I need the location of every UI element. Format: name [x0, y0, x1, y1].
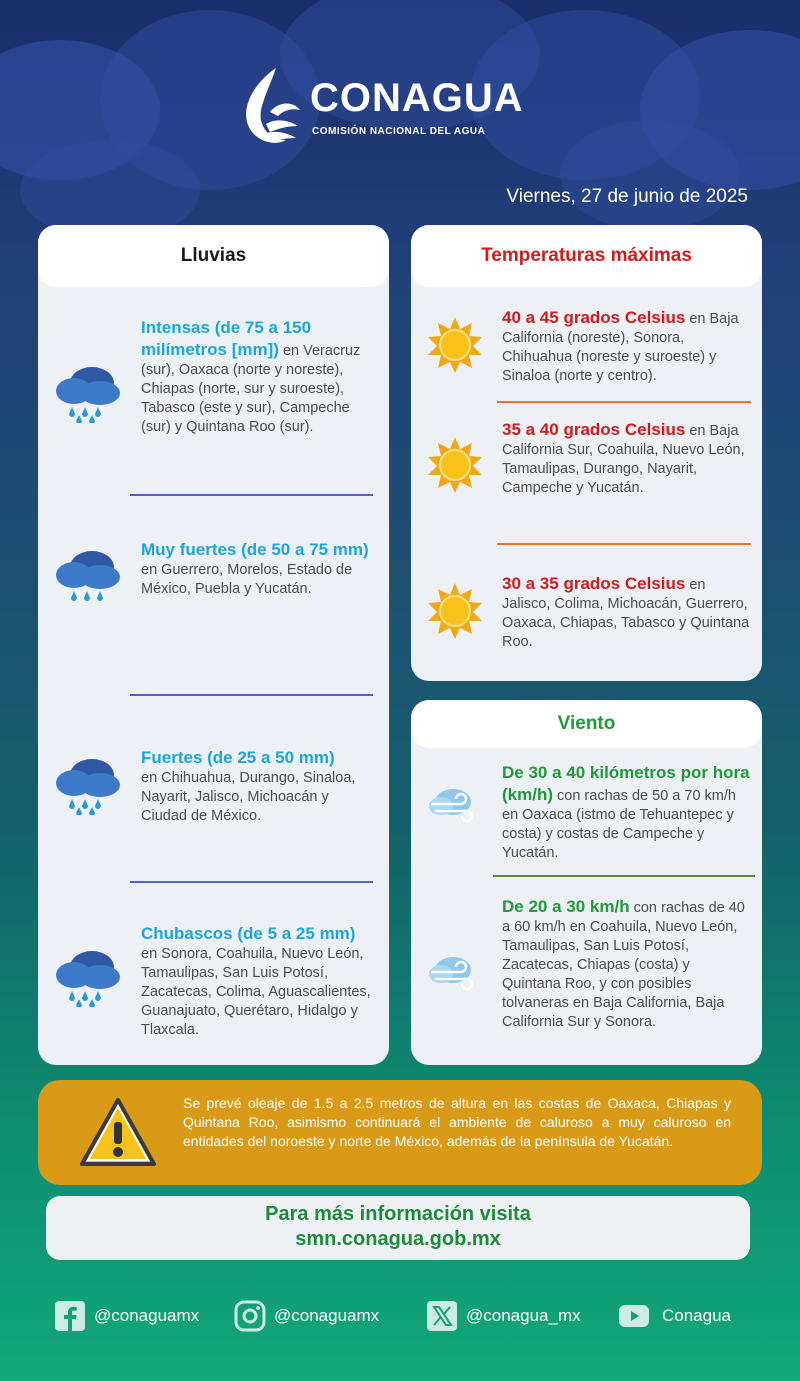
rain-item-heading: Fuertes (de 25 a 50 mm): [141, 748, 335, 767]
temperature-item: [411, 307, 762, 397]
rain-item-body: en Sonora, Coahuila, Nuevo León, Tamaulipas, San Luis Potosí, Zacatecas, Colima, Aguascalientes, Guanajuato, Querétaro, Hidalgo y Tlaxcala.: [141, 946, 371, 1038]
rain-panel-title: Lluvias: [38, 225, 389, 287]
divider: [130, 881, 373, 883]
temperature-item-heading: 30 a 35 grados Celsius: [502, 574, 686, 593]
temperature-item-body: en Baja California (noreste), Sonora, Chihuahua (noreste y suroeste) y Sinaloa (norte y centro).: [502, 311, 739, 384]
wind-item-text: [502, 896, 750, 1032]
rain-cloud-icon: [52, 947, 124, 1007]
rain-item: [38, 315, 389, 465]
warning-banner: [38, 1080, 762, 1185]
sun-icon: [425, 315, 485, 375]
forecast-date: Viernes, 27 de junio de 2025: [506, 186, 748, 207]
brand-header: [240, 62, 560, 152]
rain-item-body: en Guerrero, Morelos, Estado de México, Puebla y Yucatán.: [141, 562, 353, 597]
wind-item-body: con rachas de 50 a 70 km/h en Oaxaca (istmo de Tehuantepec y costa) y costas de Campeche y Yucatán.: [502, 788, 736, 861]
sun-icon: [425, 435, 485, 495]
social-facebook[interactable]: [54, 1298, 199, 1334]
temperature-item-text: [502, 419, 750, 498]
wind-panel-title: Viento: [411, 700, 762, 748]
rain-cloud-icon: [52, 547, 124, 607]
temperature-item-heading: 35 a 40 grados Celsius: [502, 420, 686, 439]
rain-item-body: en Chihuahua, Durango, Sinaloa, Nayarit, Jalisco, Michoacán y Ciudad de México.: [141, 770, 356, 824]
divider: [130, 494, 373, 496]
rain-item-text: [141, 539, 373, 599]
rain-item-text: [141, 923, 381, 1040]
temperature-panel: [411, 225, 762, 681]
rain-panel: [38, 225, 389, 1065]
temperature-panel-title: Temperaturas máximas: [411, 225, 762, 287]
divider: [497, 401, 751, 403]
wind-item-heading: De 30 a 40 kilómetros por hora (km/h): [502, 763, 750, 804]
youtube-icon: [614, 1300, 654, 1332]
temperature-item-body: en Baja California Sur, Coahuila, Nuevo León, Tamaulipas, Durango, Nayarit, Campeche y Yucatán.: [502, 423, 745, 496]
more-info-label: Para más información visita: [265, 1203, 531, 1225]
rain-item-heading: Muy fuertes (de 50 a 75 mm): [141, 540, 369, 559]
wind-icon: [425, 784, 481, 824]
brand-title: CONAGUA: [310, 76, 524, 120]
temperature-item: [411, 419, 762, 519]
social-youtube[interactable]: [614, 1298, 731, 1334]
rain-item-body: en Veracruz (sur), Oaxaca (norte y noreste), Chiapas (norte, sur y suroeste), Tabasco (este y sur), Campeche (sur) y Quintana Roo (sur).: [141, 343, 361, 435]
wind-item-heading: De 20 a 30 km/h: [502, 897, 630, 916]
social-handle: @conagua_mx: [466, 1306, 581, 1325]
more-info-box[interactable]: [46, 1196, 750, 1260]
conagua-logo-icon: [240, 66, 302, 146]
rain-item-heading: Intensas (de 75 a 150 milímetros [mm]): [141, 318, 312, 359]
social-handle: @conaguamx: [274, 1306, 380, 1325]
wind-item: [411, 896, 762, 1056]
divider: [130, 694, 373, 696]
rain-item-heading: Chubascos (de 5 a 25 mm): [141, 924, 356, 943]
wind-item: [411, 762, 762, 862]
temperature-item-text: [502, 307, 750, 386]
temperature-item-body: en Jalisco, Colima, Michoacán, Guerrero, Oaxaca, Chiapas, Tabasco y Quintana Roo.: [502, 577, 750, 650]
rain-item: [38, 539, 389, 639]
rain-item-text: [141, 747, 373, 826]
social-handle: @conaguamx: [94, 1306, 200, 1325]
rain-item-text: [141, 317, 373, 437]
rain-item: [38, 923, 389, 1053]
temperature-item: [411, 573, 762, 663]
warning-text: Se prevé oleaje de 1.5 a 2.5 metros de altura en las costas de Oaxaca, Chiapas y Quintana Roo, asimismo continuará el ambiente de caluroso a muy caluroso en entidades del noroeste y norte de México, además de la península de Yucatán.: [183, 1095, 731, 1149]
divider: [497, 543, 751, 545]
temperature-item-heading: 40 a 45 grados Celsius: [502, 308, 686, 327]
website-link[interactable]: smn.conagua.gob.mx: [295, 1228, 501, 1250]
divider: [493, 875, 755, 877]
sun-icon: [425, 581, 485, 641]
warning-icon: [78, 1096, 158, 1170]
rain-cloud-icon: [52, 363, 124, 423]
rain-cloud-icon: [52, 755, 124, 815]
social-instagram[interactable]: [234, 1298, 379, 1334]
wind-item-text: [502, 762, 750, 863]
social-handle: Conagua: [662, 1306, 732, 1325]
wind-panel: [411, 700, 762, 1065]
social-x[interactable]: [426, 1298, 581, 1334]
wind-item-body: con rachas de 40 a 60 km/h en Coahuila, Nuevo León, Tamaulipas, San Luis Potosí, Zacatecas, Chiapas (costa) y Quintana Roo, y con posibles tolvaneras en Baja California, Baja California Sur y Sonora.: [502, 900, 745, 1030]
instagram-icon: [234, 1300, 266, 1332]
x-icon: [426, 1300, 458, 1332]
brand-subtitle: COMISIÓN NACIONAL DEL AGUA: [312, 126, 486, 137]
wind-icon: [425, 952, 481, 992]
facebook-icon: [54, 1300, 86, 1332]
temperature-item-text: [502, 573, 750, 652]
rain-item: [38, 747, 389, 847]
